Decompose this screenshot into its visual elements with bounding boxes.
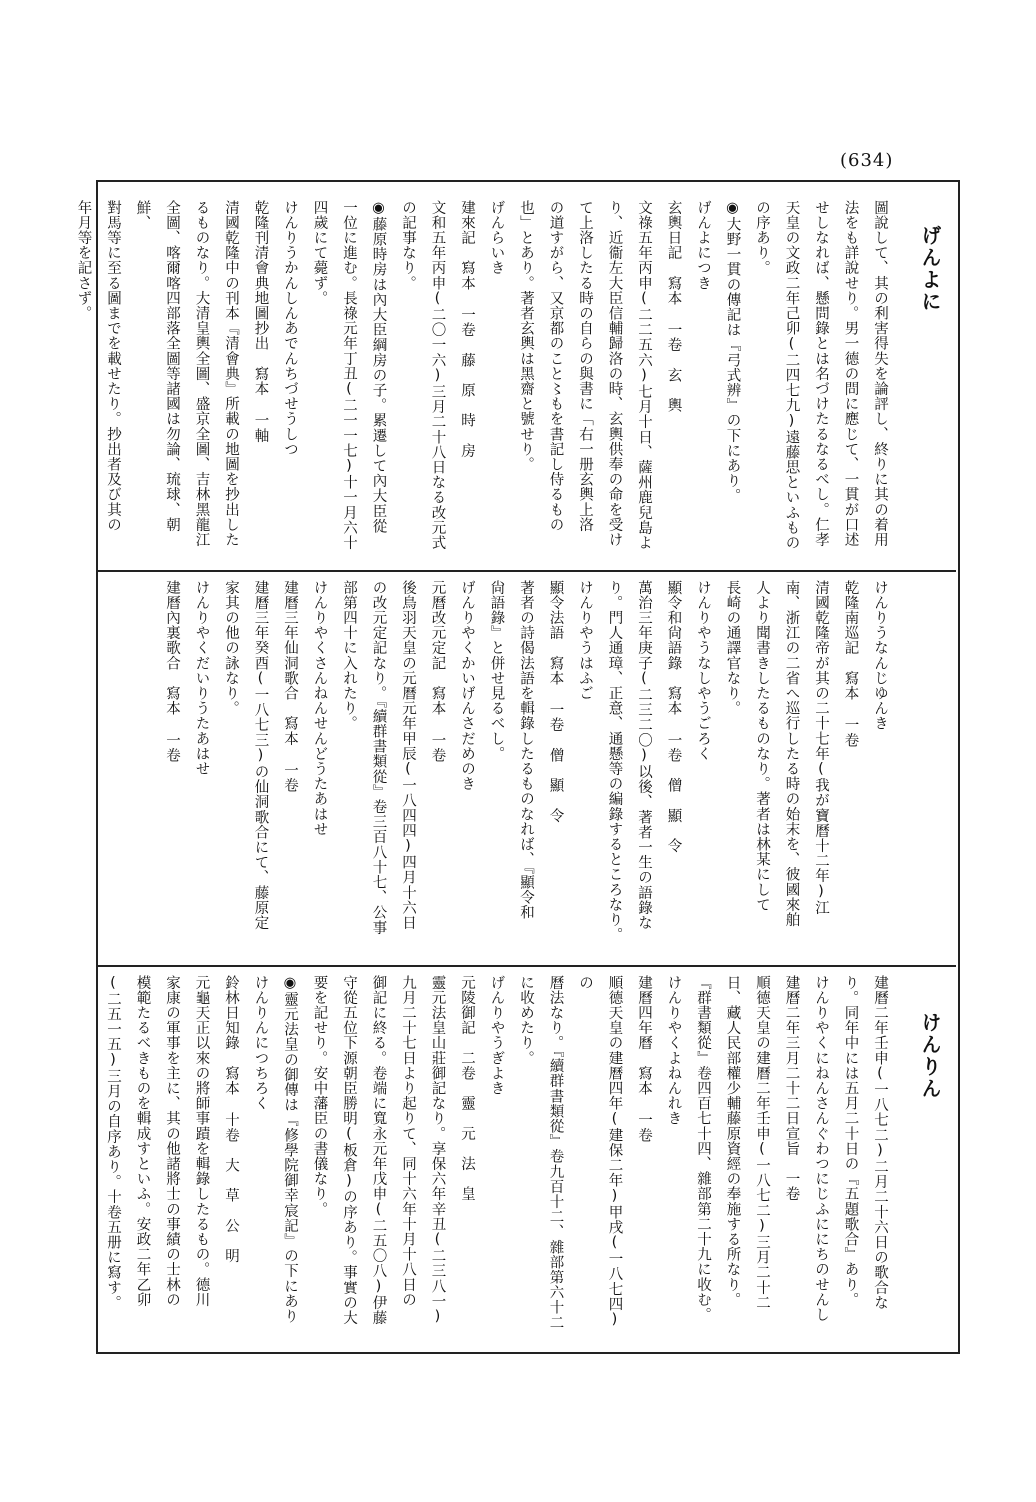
entries-top-section: 圖說して、其の利害得失を論評し、終りに其の着用 法をも詳說せり。男一德の問に應じて、一貫が口述 せしなれば、懸問錄とは名づけたるなるべし。仁孝 天皇の文政二年己卯(二四七九)遠藤思といふもの の序あり。 ◉大野一貫の傳記は『弓式辨』の下にあり。 げんよにつき 玄輿日記 寫本 一卷 玄 輿 文祿五年丙申(二二五六)七月十日、薩州鹿兒島よ り、近衞左大臣信輔歸洛の時、玄輿供奉の命を受け て上洛したる時の自らの與書に「右一册玄輿上洛 の道すがら、又京都のこと〻もを書記し侍るもの 也」とあり。著者玄輿は黑齋と號せり。 げんらいき 建來記 寫本 一卷 藤 原 時 房 文和五年丙申(二〇一六)三月二十八日なる改元式 の記事なり。 ◉藤原時房は內大臣綱房の子。累遷して內大臣從 一位に進む。長祿元年丁丑(二一一七)十一月六十 四歲にて薨ず。 けんりうかんしんあでんちづせうしつ 乾隆刊清會典地圖抄出 寫本 一軸 清國乾隆中の刊本『清會典』所載の地圖を抄出した るものなり。大清皇輿全圖、盛京全圖、吉林黑龍江 全圖、喀爾喀四部落全圖等諸國は勿論、琉球、朝鮮、 對馬等に至る圖までを載せたり。抄出者及び其の 年月等を記さず。 <box>75 200 888 551</box>
running-header-top: げんよに <box>918 225 942 313</box>
divider-lower <box>98 965 956 967</box>
entries-bottom-section: 建曆二年壬申(一八七二)二月二十六日の歌合な り。同年中には五月二十日の『五題歌合』あり。 けんりやくにねんさんぐわつにじふににちのせんし 建曆二年三月二十二日宣旨 一卷 順德天皇の建曆二年壬申(一八七二)三月二十二 日、藏人民部權少輔藤原資經の奉施する所なり。 『群書類從』卷四百七十四、雜部第二十九に收む。 けんりやくよねんれき 建曆四年曆 寫本 一卷 順德天皇の建曆四年(建保二年)甲戌(一八七四)の 曆法なり。『續群書類從』卷九百十二、雜部第六十二 に收めたり。 げんりやうぎよき 元陵御記 二卷 靈 元 法 皇 靈元法皇山莊御記なり。享保六年辛丑(二三八一) 九月二十七日より起りて、同十六年十月十八日の 御記に終る。卷端に寬永元年戊申(二五〇八)伊藤 守從五位下源朝臣勝明(板倉)の序あり。事實の大 要を記せり。安中藩臣の書儀なり。 ◉靈元法皇の御傳は『修學院御幸宸記』の下にあり けんりんにつちろく 鈴林日知錄 寫本 十卷 大 草 公 明 元龜天正以來の將師事蹟を輯錄したるもの。德川 家康の軍事を主に、其の他諸將士の事績の士林の 模範たるべきものを輯成すといふ。安政二年乙卯 (二五一五)三月の自序あり。十卷五册に寫す。 <box>105 975 888 1331</box>
running-header-bottom: けんりん <box>918 1012 942 1100</box>
divider-upper <box>98 570 956 572</box>
page-number: (634) <box>840 150 894 171</box>
entries-middle-section: けんりうなんじゆんき 乾隆南巡記 寫本 一卷 清國乾隆帝が其の二十七年(我が寶曆十二年)江 南、浙江の二省へ巡行したる時の始末を、彼國來舶 人より聞書きしたるものなり。著者は林某にして 長崎の通譯官なり。 けんりやうなしやうごろく 顯令和尙語錄 寫本 一卷 僧 顯 令 萬治三年庚子(二三二〇)以後、著者一生の語錄な り。門人通璋、正意、通懸等の編錄するところなり。 けんりやうはふご 顯令法語 寫本 一卷 僧 顯 令 著者の詩偈法語を輯錄したるものなれば、『顯令和 尙語錄』と併せ見るべし。 げんりやくかいげんさだめのき 元曆改元定記 寫本 一卷 後鳥羽天皇の元曆元年甲辰(一八四四)四月十六日 の改元定記なり。『續群書類從』卷三百八十七、公事 部第四十に入れたり。 けんりやくさんねんせんどうたあはせ 建曆三年仙洞歌合 寫本 一卷 建曆三年癸酉(一八七三)の仙洞歌合にて、藤原定 家其の他の詠なり。 けんりやくだいりうたあはせ 建曆內裏歌合 寫本 一卷 <box>164 580 888 943</box>
